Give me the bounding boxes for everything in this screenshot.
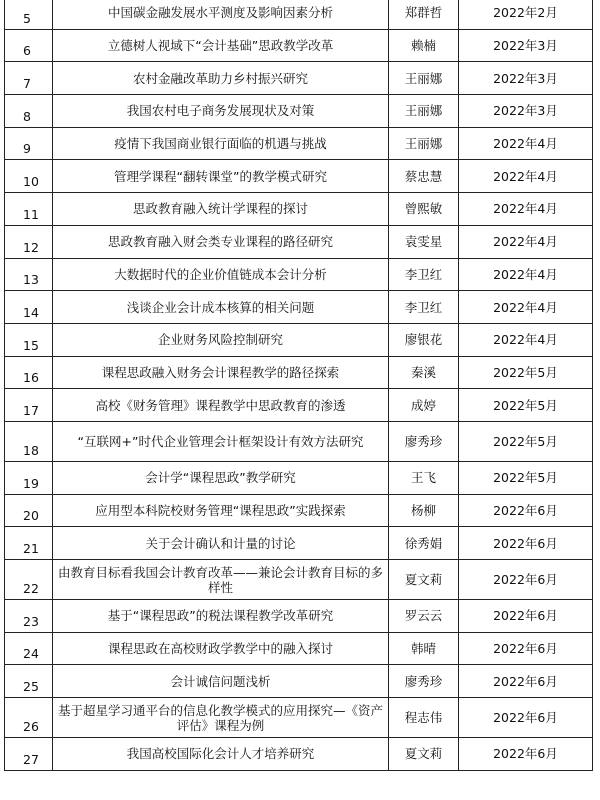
publish-date: 2022年4月 <box>459 127 593 160</box>
paper-title: 关于会计确认和计量的讨论 <box>53 527 389 560</box>
publish-date: 2022年6月 <box>459 600 593 633</box>
author-name: 李卫红 <box>389 258 459 291</box>
paper-title: “互联网+”时代企业管理会计框架设计有效方法研究 <box>53 421 389 461</box>
author-name: 罗云云 <box>389 600 459 633</box>
row-number: 11 <box>5 193 53 226</box>
row-number: 16 <box>5 356 53 389</box>
row-number: 24 <box>5 632 53 665</box>
table-row <box>5 258 593 291</box>
table-row <box>5 632 593 665</box>
table-row <box>5 494 593 527</box>
publish-date: 2022年6月 <box>459 527 593 560</box>
row-number: 9 <box>5 127 53 160</box>
table-row <box>5 698 593 738</box>
paper-title: 基于“课程思政”的税法课程教学改革研究 <box>53 600 389 633</box>
row-number: 12 <box>5 225 53 258</box>
paper-title: 基于超星学习通平台的信息化教学模式的应用探究—《资产评估》课程为例 <box>53 698 389 738</box>
publish-date: 2022年6月 <box>459 632 593 665</box>
author-name: 王丽娜 <box>389 127 459 160</box>
publish-date: 2022年6月 <box>459 665 593 698</box>
table-row <box>5 323 593 356</box>
author-name: 郑群哲 <box>389 0 459 29</box>
author-name: 程志伟 <box>389 698 459 738</box>
table-row <box>5 389 593 422</box>
paper-title: 浅谈企业会计成本核算的相关问题 <box>53 291 389 324</box>
publish-date: 2022年6月 <box>459 738 593 771</box>
table-row <box>5 356 593 389</box>
table-row <box>5 461 593 494</box>
publish-date: 2022年5月 <box>459 421 593 461</box>
paper-title: 会计诚信问题浅析 <box>53 665 389 698</box>
table-row <box>5 560 593 600</box>
row-number: 22 <box>5 560 53 600</box>
table-row <box>5 0 593 29</box>
table-row <box>5 421 593 461</box>
author-name: 秦溪 <box>389 356 459 389</box>
author-name: 李卫红 <box>389 291 459 324</box>
table-row <box>5 95 593 128</box>
row-number: 18 <box>5 421 53 461</box>
paper-title: 思政教育融入统计学课程的探讨 <box>53 193 389 226</box>
author-name: 曾熙敏 <box>389 193 459 226</box>
row-number: 25 <box>5 665 53 698</box>
row-number: 5 <box>5 0 53 29</box>
table-row <box>5 600 593 633</box>
paper-title: 课程思政融入财务会计课程教学的路径探索 <box>53 356 389 389</box>
table-row <box>5 29 593 62</box>
table-row <box>5 193 593 226</box>
publish-date: 2022年5月 <box>459 461 593 494</box>
author-name: 韩晴 <box>389 632 459 665</box>
publish-date: 2022年4月 <box>459 225 593 258</box>
publish-date: 2022年4月 <box>459 258 593 291</box>
paper-title: 高校《财务管理》课程教学中思政教育的渗透 <box>53 389 389 422</box>
table-row <box>5 291 593 324</box>
author-name: 徐秀娟 <box>389 527 459 560</box>
author-name: 夏文莉 <box>389 560 459 600</box>
author-name: 杨柳 <box>389 494 459 527</box>
publish-date: 2022年4月 <box>459 323 593 356</box>
paper-title: 农村金融改革助力乡村振兴研究 <box>53 62 389 95</box>
table-row <box>5 527 593 560</box>
publish-date: 2022年5月 <box>459 389 593 422</box>
publish-date: 2022年6月 <box>459 560 593 600</box>
paper-title: 立德树人视域下“会计基础”思政教学改革 <box>53 29 389 62</box>
author-name: 王丽娜 <box>389 62 459 95</box>
row-number: 19 <box>5 461 53 494</box>
paper-title: 由教育目标看我国会计教育改革——兼论会计教育目标的多样性 <box>53 560 389 600</box>
author-name: 袁雯星 <box>389 225 459 258</box>
paper-title: 我国高校国际化会计人才培养研究 <box>53 738 389 771</box>
author-name: 廖银花 <box>389 323 459 356</box>
author-name: 夏文莉 <box>389 738 459 771</box>
row-number: 15 <box>5 323 53 356</box>
row-number: 8 <box>5 95 53 128</box>
author-name: 蔡忠慧 <box>389 160 459 193</box>
paper-title: 我国农村电子商务发展现状及对策 <box>53 95 389 128</box>
paper-title: 疫情下我国商业银行面临的机遇与挑战 <box>53 127 389 160</box>
paper-title: 思政教育融入财会类专业课程的路径研究 <box>53 225 389 258</box>
publish-date: 2022年4月 <box>459 160 593 193</box>
paper-list-table <box>4 0 593 771</box>
publish-date: 2022年2月 <box>459 0 593 29</box>
publish-date: 2022年4月 <box>459 193 593 226</box>
row-number: 21 <box>5 527 53 560</box>
row-number: 14 <box>5 291 53 324</box>
row-number: 7 <box>5 62 53 95</box>
row-number: 27 <box>5 738 53 771</box>
table-row <box>5 127 593 160</box>
author-name: 廖秀珍 <box>389 665 459 698</box>
publish-date: 2022年6月 <box>459 494 593 527</box>
paper-title: 课程思政在高校财政学教学中的融入探讨 <box>53 632 389 665</box>
publish-date: 2022年3月 <box>459 29 593 62</box>
publish-date: 2022年5月 <box>459 356 593 389</box>
author-name: 赖楠 <box>389 29 459 62</box>
publish-date: 2022年3月 <box>459 62 593 95</box>
row-number: 10 <box>5 160 53 193</box>
author-name: 王丽娜 <box>389 95 459 128</box>
table-body <box>5 0 593 770</box>
author-name: 廖秀珍 <box>389 421 459 461</box>
paper-title: 企业财务风险控制研究 <box>53 323 389 356</box>
row-number: 23 <box>5 600 53 633</box>
row-number: 20 <box>5 494 53 527</box>
paper-title: 大数据时代的企业价值链成本会计分析 <box>53 258 389 291</box>
publish-date: 2022年6月 <box>459 698 593 738</box>
paper-title: 中国碳金融发展水平测度及影响因素分析 <box>53 0 389 29</box>
row-number: 17 <box>5 389 53 422</box>
row-number: 6 <box>5 29 53 62</box>
author-name: 王飞 <box>389 461 459 494</box>
table-row <box>5 160 593 193</box>
table-row <box>5 225 593 258</box>
row-number: 26 <box>5 698 53 738</box>
table-row <box>5 665 593 698</box>
row-number: 13 <box>5 258 53 291</box>
table-row <box>5 62 593 95</box>
paper-title: 管理学课程“翻转课堂”的教学模式研究 <box>53 160 389 193</box>
table-row <box>5 738 593 771</box>
author-name: 成婷 <box>389 389 459 422</box>
publish-date: 2022年3月 <box>459 95 593 128</box>
paper-title: 会计学“课程思政”教学研究 <box>53 461 389 494</box>
publish-date: 2022年4月 <box>459 291 593 324</box>
paper-title: 应用型本科院校财务管理“课程思政”实践探索 <box>53 494 389 527</box>
